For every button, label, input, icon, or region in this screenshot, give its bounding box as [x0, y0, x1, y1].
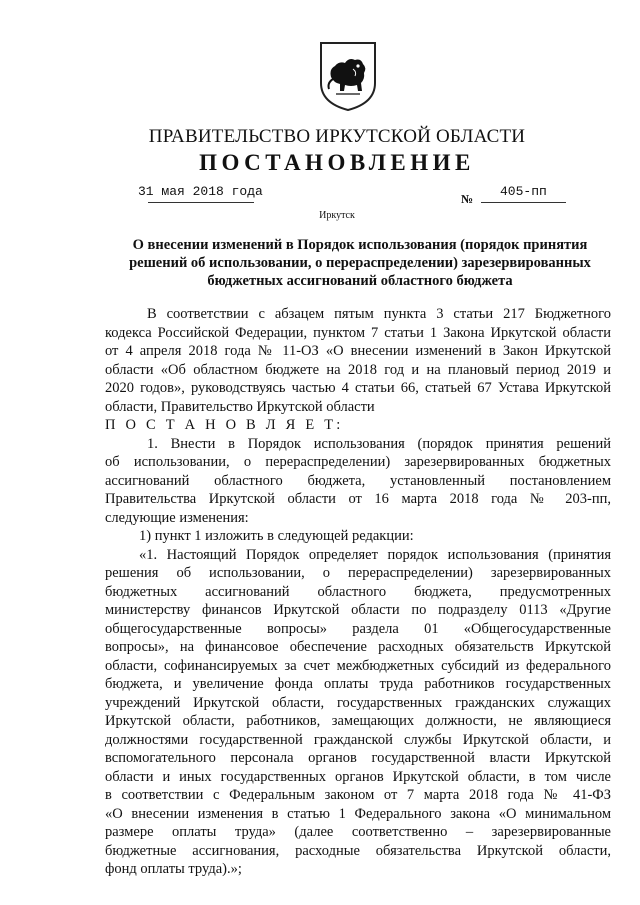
date-underline	[148, 202, 254, 203]
body-line: кодекса Российской Федерации, пунктом 7 статьи 1 Закона Иркутской области	[105, 324, 611, 341]
body-line: министерству финансов Иркутской области по подразделу 0113 «Другие	[105, 602, 611, 618]
document-title	[110, 236, 610, 290]
body-line: учреждений Иркутской области, государственных гражданских служащих	[105, 694, 611, 711]
body-line: области, софинансируемых за счет межбюджетных субсидий из федерального	[105, 657, 611, 674]
body-line: в соответствии с Федеральным законом от 7 марта 2018 года № 41-ФЗ	[105, 787, 611, 803]
body-line: от 4 апреля 2018 года № 11-ОЗ «О внесении изменений в Закон Иркутской	[105, 343, 611, 359]
body-line: вспомогательного персонала органов государственной власти Иркутской	[105, 750, 611, 766]
irkutsk-coat-of-arms-icon	[317, 39, 379, 113]
document-body	[105, 305, 611, 879]
document-type: ПОСТАНОВЛЕНИЕ	[199, 150, 475, 175]
body-line: «1. Настоящий Порядок определяет порядок использования (принятия	[139, 546, 611, 563]
body-line: фонд оплаты труда).»;	[105, 861, 242, 877]
body-line: общегосударственные вопросы» раздела 01 «Общегосударственные	[105, 620, 611, 637]
number-sign: №	[461, 192, 474, 206]
body-line: бюджета, и увеличение фонда оплаты труда работников государственных	[105, 676, 611, 692]
document-number: 405-пп	[500, 184, 547, 199]
body-line: следующие изменения:	[105, 509, 249, 526]
body-line: 1) пункт 1 изложить в следующей редакции:	[139, 528, 414, 544]
resolves-heading: П О С Т А Н О В Л Я Е Т:	[105, 417, 344, 433]
title-line: бюджетных ассигнований областного бюджета	[207, 273, 513, 289]
number-underline	[481, 202, 566, 203]
body-line: области «Об областном бюджете на 2018 год и на плановый период 2019 и	[105, 361, 611, 378]
body-line: решения об использовании, о перераспределении) зарезервированных	[105, 565, 611, 581]
document-date: 31 мая 2018 года	[138, 184, 263, 199]
title-line: О внесении изменений в Порядок использования (порядок принятия	[132, 237, 588, 253]
body-line: об использовании, о перераспределении) зарезервированных бюджетных	[105, 454, 611, 470]
body-line: области и иных государственных органов Иркутской области, в том числе	[105, 768, 611, 785]
body-line: области, Правительство Иркутской области	[105, 398, 375, 415]
body-line: должностями государственной гражданской службы Иркутской области, и	[105, 731, 611, 748]
body-line: 1. Внести в Порядок использования (порядок принятия решений	[147, 435, 611, 452]
title-line: решений об использовании, о перераспределении) зарезервированных	[129, 255, 591, 271]
city: Иркутск	[319, 210, 355, 221]
body-line: Иркутской области, работников, замещающих должности, не являющиеся	[105, 713, 611, 729]
body-line: бюджетные ассигнования, расходные обязательства Иркутской области,	[105, 842, 611, 859]
body-line: 2020 годов», руководствуясь частью 4 статьи 66, статьей 67 Устава Иркутской	[105, 380, 611, 396]
body-line: Правительства Иркутской области от 16 марта 2018 года № 203-пп,	[105, 491, 611, 507]
body-line: бюджетных ассигнований областного бюджета, предусмотренных	[105, 583, 611, 600]
government-name: ПРАВИТЕЛЬСТВО ИРКУТСКОЙ ОБЛАСТИ	[148, 126, 526, 147]
body-line: вопросы», на финансовое обеспечение расходных обязательств Иркутской	[105, 639, 611, 655]
body-line: размере оплаты труда» (далее соответственно – зарезервированные	[105, 824, 611, 840]
body-line: «О внесении изменения в статью 1 Федерального закона «О минимальном	[105, 805, 611, 822]
body-line: ассигнований областного бюджета, установленный постановлением	[105, 472, 611, 489]
body-line: В соответствии с абзацем пятым пункта 3 статьи 217 Бюджетного	[147, 306, 611, 322]
